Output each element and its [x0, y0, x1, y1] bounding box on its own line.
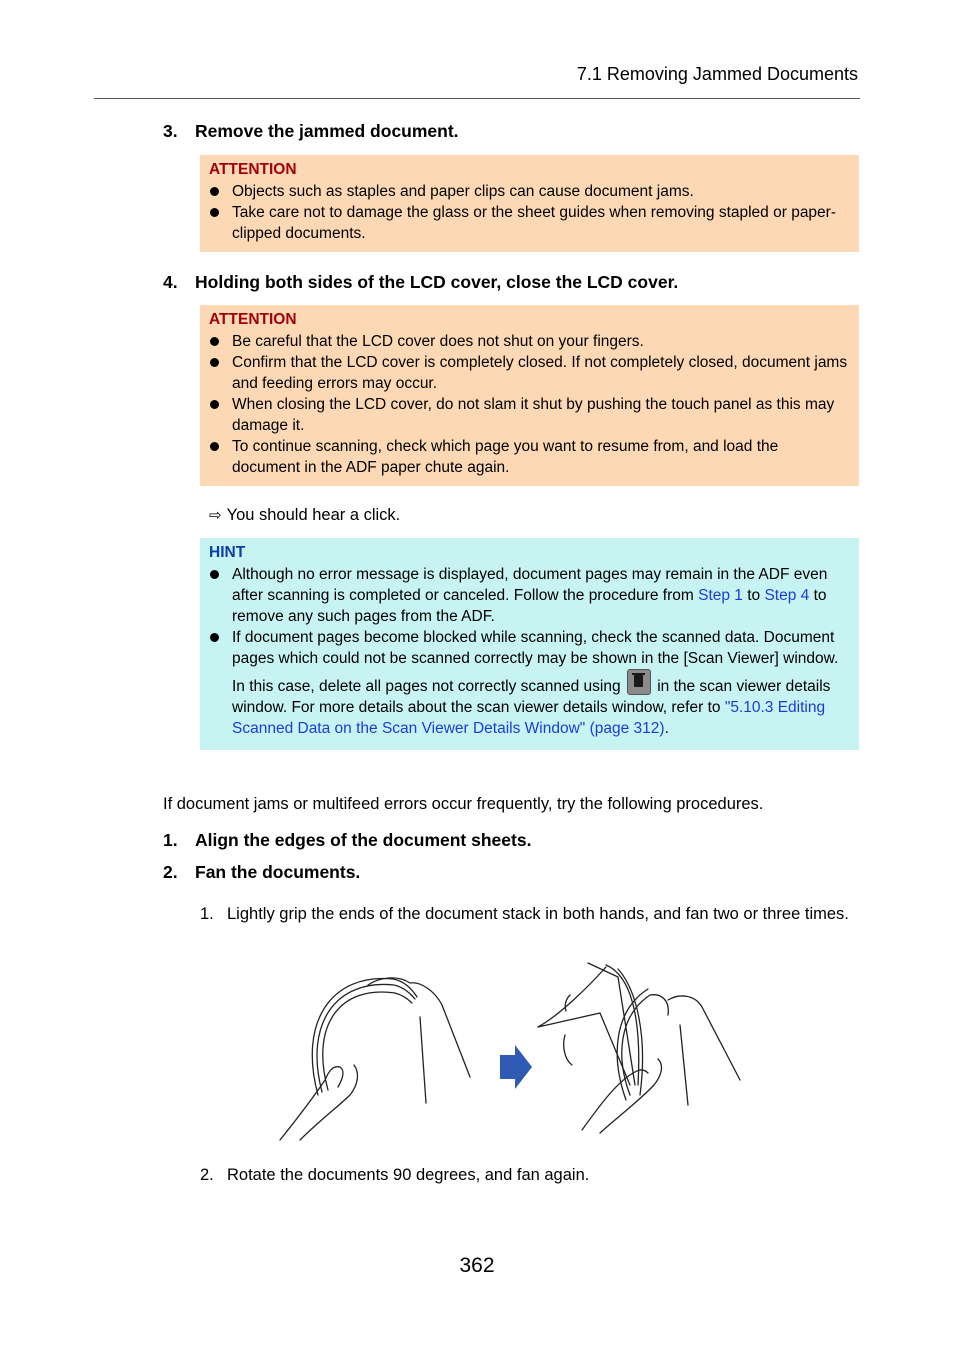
substep-2	[200, 1164, 859, 1186]
procedure-2	[163, 862, 360, 883]
attention-list	[209, 331, 849, 478]
step-text: Align the edges of the document sheets.	[195, 830, 532, 850]
step-text: Holding both sides of the LCD cover, close the LCD cover.	[195, 272, 679, 292]
attention-box-step4	[200, 305, 859, 486]
step-number: 3.	[163, 121, 178, 141]
attention-list	[209, 181, 849, 244]
bullet-icon	[210, 208, 219, 217]
step-text: Fan the documents.	[195, 862, 361, 882]
step-number: 1.	[163, 830, 178, 850]
right-arrow-icon	[500, 1045, 532, 1089]
substep-text: Rotate the documents 90 degrees, and fan again.	[227, 1166, 590, 1184]
intro-paragraph: If document jams or multifeed errors occur frequently, try the following procedures.	[163, 795, 764, 813]
hint-item: If document pages become blocked while scanning, check the scanned data. Document pages which could not be scanned correctly may be shown in the [Scan Viewer] window. In this case, delete all pages not correctly scanned using in the scan viewer details window. For more details about the scan viewer details window, refer to "5.10.3 Editing Scanned Data on the Scan Viewer Details Window" (page 312).	[209, 627, 849, 739]
step-result: ⇨ You should hear a click.	[209, 506, 401, 524]
step-number: 4.	[163, 272, 178, 292]
step-3	[163, 121, 459, 142]
hint-item: Although no error message is displayed, document pages may remain in the ADF even after scanning is completed or canceled. Follow the procedure from Step 1 to Step 4 to remove any such pages from the ADF.	[209, 564, 849, 627]
attention-title: ATTENTION	[209, 161, 297, 178]
hint-title: HINT	[209, 544, 246, 561]
substep-number: 2.	[200, 1166, 214, 1184]
running-header: 7.1 Removing Jammed Documents	[576, 64, 858, 84]
right-hands-icon	[582, 996, 740, 1133]
attention-item: Be careful that the LCD cover does not shut on your fingers.	[209, 331, 849, 352]
link-step-1[interactable]: Step 1	[698, 587, 743, 604]
bullet-icon	[210, 442, 219, 451]
substep-number: 1.	[200, 905, 214, 923]
step-4	[163, 272, 678, 293]
fanned-sheets-icon	[538, 963, 668, 1100]
attention-title: ATTENTION	[209, 311, 297, 328]
link-step-4[interactable]: Step 4	[764, 587, 810, 604]
bullet-icon	[210, 358, 219, 367]
procedure-1	[163, 830, 531, 851]
trash-icon	[627, 669, 651, 695]
bullet-icon	[210, 570, 219, 579]
bullet-icon	[210, 187, 219, 196]
bullet-icon	[210, 633, 219, 642]
page-number: 362	[459, 1254, 495, 1277]
attention-item: Confirm that the LCD cover is completely closed. If not completely closed, document jams and feeding errors may occur.	[209, 352, 849, 394]
attention-item: To continue scanning, check which page you want to resume from, and load the document in the ADF paper chute again.	[209, 436, 849, 478]
bullet-icon	[210, 337, 219, 346]
bullet-icon	[210, 400, 219, 409]
link-section-5-10-3[interactable]: "5.10.3 Editing Scanned Data on the Scan Viewer Details Window" (page 312)	[232, 699, 826, 737]
step-text: Remove the jammed document.	[195, 121, 459, 141]
attention-item: When closing the LCD cover, do not slam it shut by pushing the touch panel as this may damage it.	[209, 394, 849, 436]
hint-box	[200, 538, 859, 750]
attention-box-step3	[200, 155, 859, 252]
left-hands-icon	[280, 978, 470, 1140]
header-rule	[94, 98, 860, 99]
step-number: 2.	[163, 862, 178, 882]
hint-list	[209, 564, 849, 739]
bent-stack-icon	[312, 978, 417, 1095]
substep-text: Lightly grip the ends of the document stack in both hands, and fan two or three times.	[227, 905, 849, 923]
attention-item: Take care not to damage the glass or the sheet guides when removing stapled or paper-clipped documents.	[209, 202, 849, 244]
result-arrow-icon: ⇨	[209, 507, 222, 524]
substep-1	[200, 903, 859, 925]
fanning-illustration	[270, 955, 750, 1150]
attention-item: Objects such as staples and paper clips can cause document jams.	[209, 181, 849, 202]
